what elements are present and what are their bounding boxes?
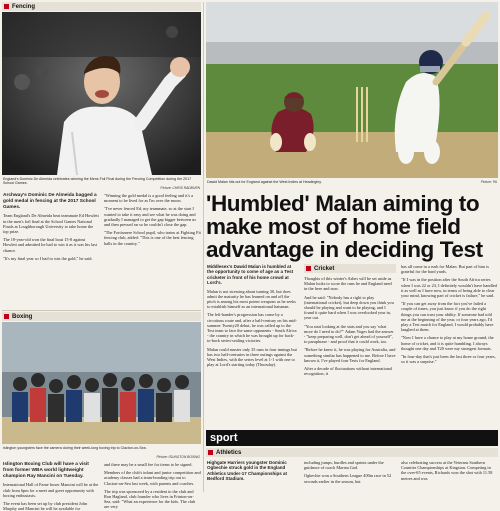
cricket-paragraph: The left-hander's progression has come by a circuitous route and, after a half-century on his mid-summer Twenty20 debut, he was called up to the Test team to face the same opponents - South Africa - the country in which he was brought up for back-to-back series-sealing victories.: [207, 312, 297, 344]
headline: [206, 192, 498, 261]
fencing-paragraph: "I've never fenced Ed, my teammate, so at the start I wanted to take it easy and see what he was doing and gradually I managed to get the gap bigger between us and then pressed on so he couldn't close the gap.: [104, 206, 196, 228]
column-divider: [203, 2, 204, 492]
athletics-section-bar: [206, 448, 498, 457]
fencing-photo: [2, 12, 201, 175]
headline-line: advantage in deciding Test: [206, 237, 483, 262]
headline-line: make most of home field: [206, 214, 461, 239]
boxing-paragraph: and there may be a small fee for items to be signed.: [104, 462, 193, 467]
boxing-section-bar: [2, 312, 201, 321]
fencing-paragraph: "The Fortismere School pupil, who trains at Fighting Fit fencing club, added: "This is one of the best fencing halls in the country.": [104, 230, 201, 246]
boxing-photo: [2, 322, 201, 444]
boxing-paragraph: The trip was sponsored by a resident to the club and Ron Hagland, club founder who lives in Frinton-on-Sea, said: "What an experience for the kids. The club are very: [104, 488, 196, 510]
boxing-column-1: [3, 462, 99, 511]
fencing-column-1: [3, 193, 99, 261]
headline-line: 'Humbled' Malan aiming to: [206, 191, 480, 216]
section-marker-icon: [306, 266, 311, 271]
cricket-paragraph: "If you can get away from the fact you've failed a couple of times, you just know if you do the right things you can trust your ability. If someone had told me at the beginning of the year, or four years ago, I'd play a Test match for England, I would probably have laughed at them.: [401, 301, 494, 333]
athletics-column-3: [401, 460, 497, 481]
cricket-column-3: [401, 264, 497, 364]
cricket-paragraph: "In four-day that's just been the last three or four years, so it was a surprise.": [401, 354, 496, 365]
athletics-column-2: [304, 460, 396, 484]
cricket-paragraph: "Before he knew it, he was playing for Australia, and something similar has happened to me. Before I have known it, I've played four Tests for England.: [304, 347, 396, 363]
athletics-column-1: [207, 460, 299, 482]
cricket-standfirst: Middlesex's Dawid Malan is humbled at the opportunity to come of age as a Test cricketer in front of his home crowd at Lord's.: [207, 264, 294, 286]
cricket-paragraph: "Now I have a chance to play at my home ground, the home of cricket, and it is quite humbling. I always thought one day and T20 were my strongest formats.: [401, 335, 494, 351]
boxing-credit: Picture: ISLINGTON BOXING: [156, 455, 200, 459]
boxing-caption: Islington youngsters face the camera during their week-long boxing trip to Clacton-on-Sea.: [3, 446, 147, 450]
cricket-column-1: [207, 264, 299, 367]
cricket-paragraph: And he said: "Nobody has a right to play (international cricket), but deep down you think you should be playing and want to be playing, and I found it quite hard when I was overlooked year in, year out.: [304, 294, 394, 321]
athletics-paragraph: including jumps, hurdles and sprints under the guidance of coach Marina Gad.: [304, 460, 384, 471]
fencing-credit: Picture: CHRIS RADBURN: [160, 186, 200, 190]
fencing-paragraph: Team England's De Almeida beat teammate Ed Howlett in the men's foil final at the School Games National Finals at Loughborough University to take home the top prize.: [3, 213, 99, 234]
cricket-paragraph: Thoughts of this winter's Ashes will be set aside as Malan looks to score the runs he and England need in the here and now.: [304, 276, 392, 292]
cricket-paragraph: Malan could muster only 35 runs in four innings but has two half-centuries in three outings against the West Indies, with the series level at 1-1 with one to play at Lord's starting today (Thursday).: [207, 346, 297, 368]
cricket-section-bar: [304, 264, 396, 273]
fencing-column-2: [104, 193, 201, 246]
sport-banner-label: sport: [210, 432, 238, 444]
athletics-section-label: Athletics: [216, 449, 242, 456]
fencing-paragraph: The 18-year-old won the final bout 15-8 against Howlett and admitted he had to win it as it was his last chance.: [3, 237, 98, 253]
cricket-paragraph: "If I was in the position after the South Africa series when I was 22 or 23, I definitely wouldn't have handled it as well as I have now, in terms of being able to clear your mind, knowing part of cricket is failure," he said.: [401, 277, 497, 299]
fencing-section-label: Fencing: [12, 3, 36, 10]
boxing-paragraph: Members of the club's infant and junior competition and academy classes had a team-bonding trip out to Clacton-on-Sea last week, with parents and coaches.: [104, 470, 201, 486]
cricket-photo-caption: Dawid Malan hits out for England against the West Indies at Headingley.: [207, 180, 322, 184]
boxing-lead: Islington Boxing Club will have a visit from former WBA world lightweight champion Ray Mancini on Tuesday.: [3, 462, 89, 479]
boxing-column-2: [104, 462, 201, 510]
athletics-paragraph: Ogbechie won a Southern League 400m race in 52 seconds earlier in the season, but: [304, 473, 392, 484]
cricket-photo: [206, 2, 498, 178]
cricket-paragraph: has all come in a rush for Malan. But part of him is grateful for the hard yards.: [401, 264, 489, 275]
cricket-paragraph: Malan is not stressing about turning 30, but does admit the maturity he has learned on and off the pitch is among his most potent weapons as he seeks to establish himself as an international batsman.: [207, 288, 296, 310]
cricket-photo-credit: Picture: PA: [480, 180, 497, 184]
sport-banner: [206, 430, 498, 446]
section-marker-icon: [4, 4, 9, 9]
cricket-column-2: [304, 276, 396, 376]
athletics-paragraph: also celebrating success at the Veterans Southern Counties Championships at Kingston. Competing in the over-65 events, Richards won the shot with 11.58 metres and was: [401, 460, 493, 481]
cricket-paragraph: "You start looking at the stats and you say 'what more do I need to do?'" Adam Voges had the answer - "keep preparing well, don't get ahead of yourself", to paraphrase - and proof that it could work, too.: [304, 323, 394, 345]
fencing-lead: Archway's Dominic De Almeida bagged a gold medal in fencing at the 2017 School Games.: [3, 193, 97, 210]
boxing-section-label: Boxing: [12, 313, 33, 320]
fencing-paragraph: "It's my final year so I had to win the gold," he said.: [3, 255, 93, 261]
fencing-caption: England's Dominic De Almeida celebrates winning the Mens Foil Final during the Fencing Competition during the 2017 School Games.: [3, 177, 192, 186]
section-divider: [2, 310, 201, 311]
section-marker-icon: [208, 450, 213, 455]
fencing-section-bar: [2, 2, 201, 11]
cricket-section-label: Cricket: [314, 265, 335, 272]
boxing-paragraph: The event has been set up by club president John Murphy and Mancini he will be available for: [3, 501, 88, 511]
cricket-paragraph: After a decade of fluctuations without international recognition, it: [304, 366, 393, 377]
athletics-lead: Highgate Harriers youngster Dominic Ogbechie struck gold in the England Athletics Under-17 Championships at Bedford Stadium.: [207, 460, 288, 482]
fencing-paragraph: "Winning the gold medal is a good feeling and it's a moment to be lived for as I'm over the moon.: [104, 193, 193, 204]
section-marker-icon: [4, 314, 9, 319]
boxing-paragraph: International Hall of Fame boxer Mancini will be at the club from 6pm for a meet and greet opportunity with boxing enthusiasts.: [3, 482, 99, 498]
